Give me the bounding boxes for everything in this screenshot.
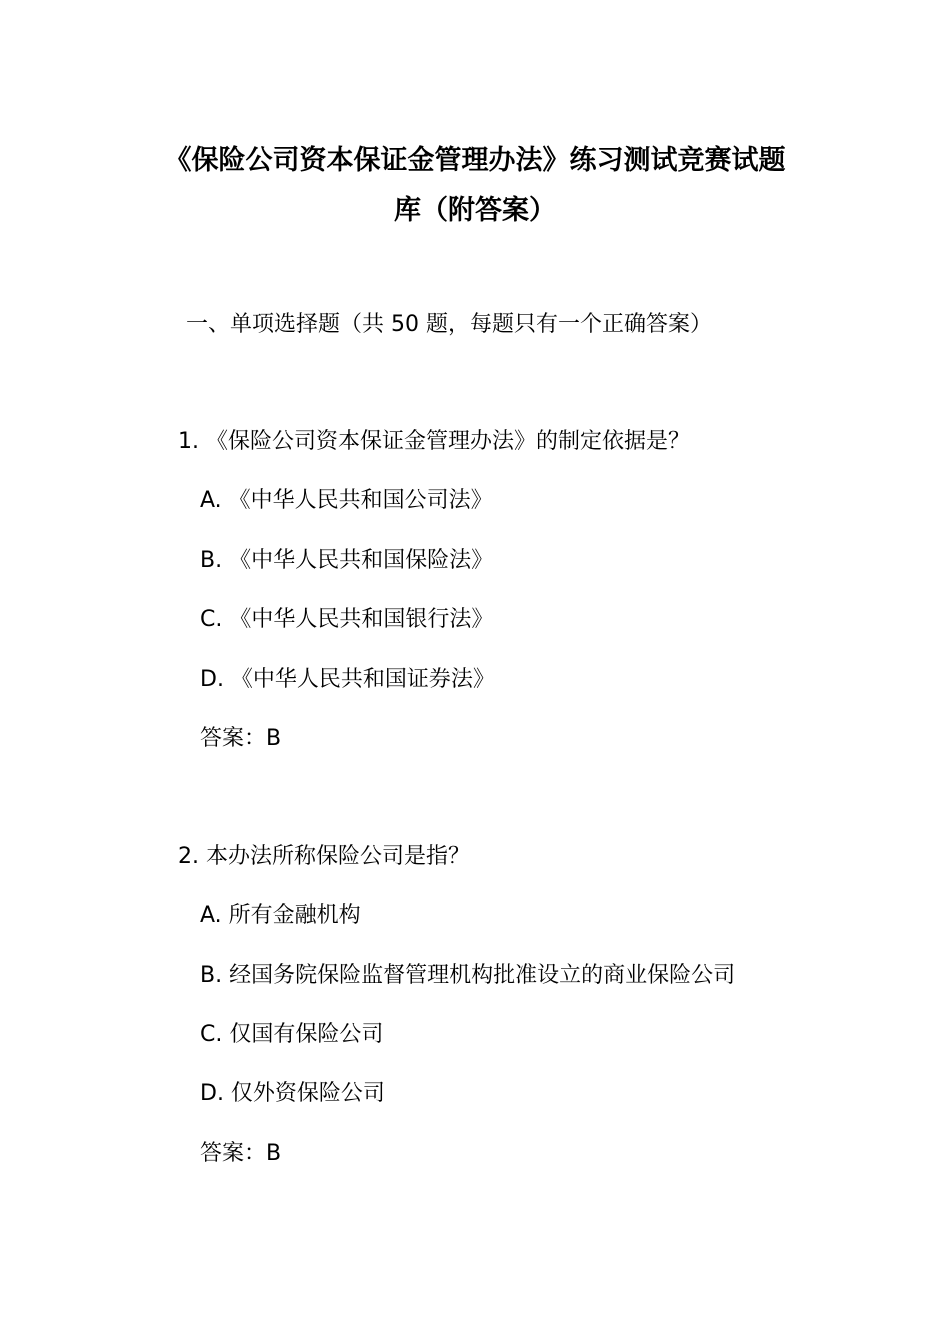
question-2-stem: 2. 本办法所称保险公司是指？: [178, 844, 470, 869]
section-heading: 一、单项选择题（共 50 题，每题只有一个正确答案）: [186, 312, 712, 337]
question-2-option-a: A. 所有金融机构: [200, 903, 361, 928]
document-title-line2: 库（附答案）: [394, 195, 556, 226]
question-2-option-c: C. 仅国有保险公司: [200, 1022, 384, 1047]
question-2-option-d: D. 仅外资保险公司: [200, 1081, 385, 1106]
question-1-answer: 答案：B: [200, 726, 282, 751]
question-1-option-b: B. 《中华人民共和国保险法》: [200, 548, 494, 573]
question-1-option-a: A. 《中华人民共和国公司法》: [200, 488, 493, 513]
question-1-option-d: D. 《中华人民共和国证券法》: [200, 667, 495, 692]
question-1-option-c: C. 《中华人民共和国银行法》: [200, 607, 494, 632]
question-1-stem: 1. 《保险公司资本保证金管理办法》的制定依据是？: [178, 429, 690, 454]
document-title-line1: 《保险公司资本保证金管理办法》练习测试竞赛试题: [164, 145, 786, 176]
question-2-option-b: B. 经国务院保险监督管理机构批准设立的商业保险公司: [200, 963, 736, 988]
question-2-answer: 答案：B: [200, 1141, 282, 1166]
